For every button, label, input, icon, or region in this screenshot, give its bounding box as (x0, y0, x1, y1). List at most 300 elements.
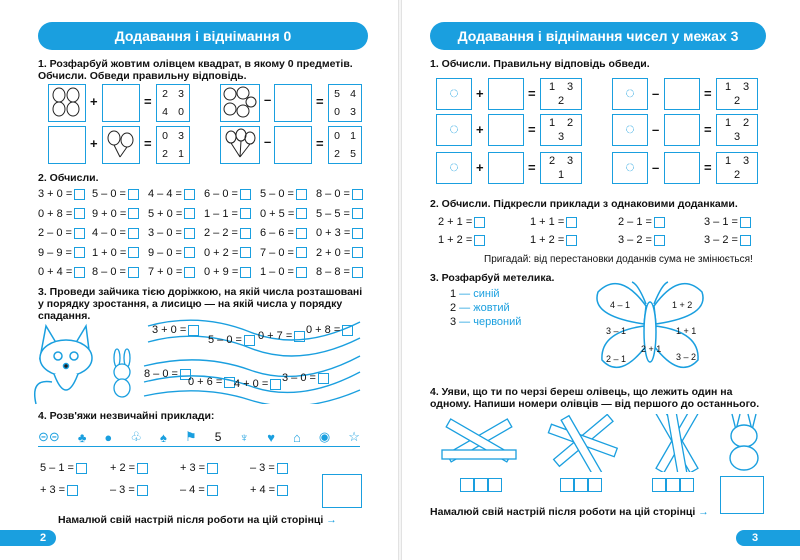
mood-text: Намалюй свій настрій після роботи на цій сторінці (58, 514, 324, 526)
answer-square[interactable] (76, 463, 87, 474)
task2-instruction: 2. Обчисли. Підкресли приклади з однаковими доданками. (430, 198, 738, 210)
answer-num: 3 (558, 131, 565, 143)
answer-square[interactable] (244, 335, 255, 346)
answer-box[interactable] (328, 126, 362, 164)
picture-box[interactable] (664, 152, 700, 184)
answer-square[interactable] (184, 189, 195, 200)
balloons-icon (49, 85, 84, 120)
path-equation (152, 324, 199, 336)
clover-icon[interactable]: ◌ (436, 114, 472, 146)
minus-sign: – (264, 134, 272, 149)
number-five: 5 (214, 430, 222, 444)
equation-text: 6 – 0 = (204, 188, 238, 200)
equation (438, 234, 485, 246)
equation-text: 5 – 1 = (40, 462, 74, 474)
equation-text: 0 + 4 = (38, 266, 73, 278)
page-title: Додавання і віднімання чисел у межах 3 (430, 22, 766, 50)
circles-icon (221, 85, 258, 120)
picture-box[interactable] (664, 114, 700, 146)
riddle-equation (180, 462, 218, 474)
answer-square[interactable] (67, 485, 78, 496)
color-legend-item (450, 302, 510, 314)
answer-square[interactable] (207, 485, 218, 496)
pear-icon[interactable]: ◌ (612, 78, 648, 110)
empty-box[interactable] (274, 84, 312, 122)
equation-text: 3 + 0 = (152, 324, 187, 336)
color-word: синій (473, 288, 500, 300)
mood-instruction (430, 506, 709, 518)
answer-square[interactable] (240, 267, 251, 278)
answer-square[interactable] (740, 235, 751, 246)
flag-icon: ⚑ (184, 429, 197, 444)
mushroom-icon[interactable]: ◌ (612, 114, 648, 146)
answer-square[interactable] (137, 463, 148, 474)
page-title: Додавання і віднімання 0 (38, 22, 368, 50)
equation-text: 2 – 0 = (38, 227, 72, 239)
answer-square[interactable] (277, 485, 288, 496)
equation-text: – 3 = (110, 484, 135, 496)
color-number: 1 (450, 288, 457, 300)
answer-num: 1 (350, 129, 356, 142)
riddle-equation (110, 462, 148, 474)
answer-square[interactable] (137, 485, 148, 496)
balloons-box[interactable] (102, 126, 140, 164)
answer-square[interactable] (740, 217, 751, 228)
path-equation (282, 372, 329, 384)
color-word: жовтий (473, 302, 510, 314)
answer-num: 5 (334, 87, 340, 100)
equation (530, 234, 577, 246)
answer-num: 1 (725, 81, 732, 93)
picture-box[interactable] (488, 152, 524, 184)
equation (438, 216, 485, 228)
mood-box[interactable] (322, 474, 362, 508)
picture-box[interactable] (488, 78, 524, 110)
equation-text: 2 – 2 = (204, 227, 238, 239)
answer-num: 3 (567, 155, 574, 167)
equals-sign: = (528, 86, 536, 101)
equation-text: 4 – 4 = (148, 188, 182, 200)
answer-square[interactable] (352, 228, 363, 239)
task3-instruction: 3. Проведи зайчика тією доріжкою, на якій числа розташовані у порядку зростання, а лисицю — на якій числа у порядку спадання. (38, 286, 363, 322)
equation (92, 247, 139, 259)
answer-num: 0 (334, 105, 340, 118)
page-number-band (0, 530, 56, 546)
equation-text: 9 – 9 = (38, 246, 72, 259)
equals-sign: = (704, 86, 712, 101)
color-dash: — (456, 316, 474, 328)
answer-square[interactable] (296, 267, 307, 278)
pencil-order-box[interactable] (652, 478, 666, 492)
equation-text: + 2 = (110, 462, 136, 474)
answer-box[interactable] (716, 152, 758, 184)
equation-text: 0 + 5 = (260, 207, 295, 220)
answer-num: 3 (567, 81, 574, 93)
task4-instruction: 4. Розв'яжи незвичайні приклади: (38, 410, 215, 422)
equation-text: + 4 = (250, 484, 276, 496)
empty-box[interactable] (102, 84, 140, 122)
answer-square[interactable] (128, 208, 139, 219)
equation-text: 7 + 0 = (148, 266, 183, 278)
equation-text: 3 – 0 = (282, 372, 316, 384)
equation (316, 227, 363, 239)
minus-sign: – (652, 160, 660, 175)
equation (618, 216, 665, 228)
answer-square[interactable] (566, 217, 577, 228)
ladybug-icon: ◉ (318, 429, 331, 444)
answer-square[interactable] (296, 247, 307, 258)
equation-text: 3 – 2 = (618, 234, 652, 246)
clover-icon: ♧ (130, 429, 142, 444)
butterfly-wing-label: 4 – 1 (610, 300, 631, 310)
answer-num: 2 (334, 147, 340, 160)
equation (92, 208, 139, 220)
answer-square[interactable] (184, 267, 195, 278)
equation-text: 5 – 0 = (208, 334, 242, 346)
equation (148, 247, 195, 259)
picture-box[interactable] (664, 78, 700, 110)
bunny-icon (106, 348, 138, 398)
answer-num: 2 (734, 169, 741, 181)
answer-num: 2 (743, 117, 750, 129)
equation-text: 2 – 1 = (618, 216, 652, 228)
answer-square[interactable] (74, 267, 85, 278)
pencil-order-box[interactable] (460, 478, 474, 492)
equation (316, 247, 363, 259)
plus-sign: + (476, 122, 484, 137)
plus-sign: + (90, 94, 98, 109)
pencil-order-box[interactable] (574, 478, 588, 492)
equation (38, 266, 85, 278)
answer-num: 1 (725, 155, 732, 167)
plus-sign: + (476, 86, 484, 101)
answer-square[interactable] (128, 267, 139, 278)
minus-sign: – (652, 86, 660, 101)
balloons-box[interactable] (48, 84, 86, 122)
answer-box[interactable] (328, 84, 362, 122)
answer-num: 4 (162, 105, 168, 118)
equation-text: 1 – 1 = (204, 207, 238, 220)
answer-box[interactable] (540, 114, 582, 146)
glasses-icon: ⊝⊝ (38, 429, 60, 444)
equation (204, 266, 251, 278)
picture-box[interactable] (488, 114, 524, 146)
balloons-box[interactable] (220, 126, 260, 164)
equation-text: 4 – 0 = (92, 227, 126, 239)
pencil-order-box[interactable] (488, 478, 502, 492)
equation (92, 266, 139, 278)
equation-text: 3 – 1 = (704, 216, 738, 228)
equation-text: 8 – 8 = (316, 266, 350, 278)
empty-box[interactable] (274, 126, 312, 164)
answer-square[interactable] (352, 267, 363, 278)
answer-square[interactable] (207, 463, 218, 474)
butterfly-wing-label: 2 + 1 (641, 344, 662, 354)
answer-square[interactable] (240, 189, 251, 200)
equation (148, 266, 195, 278)
arrow-right-icon: → (326, 514, 337, 526)
equation-text: 8 – 0 = (92, 266, 126, 278)
cherries-icon: ♣ (77, 429, 87, 445)
answer-square[interactable] (128, 189, 139, 200)
butterfly-wing-label: 2 – 1 (606, 354, 627, 364)
equals-sign: = (144, 94, 152, 109)
answer-square[interactable] (240, 247, 251, 258)
answer-box[interactable] (540, 152, 582, 184)
riddle-equation (110, 484, 148, 496)
answer-num: 3 (743, 81, 750, 93)
pencil-order-box[interactable] (474, 478, 488, 492)
equation-text: 0 + 2 = (204, 246, 239, 259)
pencil-order-box[interactable] (666, 478, 680, 492)
plus-sign: + (90, 136, 98, 151)
equation-text: 5 + 0 = (148, 207, 183, 220)
task2-instruction: 2. Обчисли. (38, 172, 99, 184)
butterfly-wing-label: 1 + 1 (676, 326, 697, 336)
color-number: 3 (450, 316, 457, 328)
equation-text: 4 + 0 = (234, 378, 269, 390)
color-number: 2 (450, 302, 457, 314)
equation-text: 0 + 6 = (188, 376, 223, 388)
equation-text: 9 + 0 = (92, 207, 127, 220)
number-line (38, 446, 360, 447)
pear-icon: ♠ (160, 429, 167, 445)
path-equation (258, 330, 305, 342)
path-equation (234, 378, 281, 390)
answer-num: 1 (549, 81, 556, 93)
color-legend-item (450, 316, 521, 328)
answer-square[interactable] (294, 331, 305, 342)
equation-text: 0 + 8 = (306, 324, 341, 336)
answer-square[interactable] (74, 247, 85, 258)
answer-num: 3 (734, 131, 741, 143)
answer-num: 1 (549, 117, 556, 129)
cherries-icon[interactable]: ◌ (436, 78, 472, 110)
answer-box[interactable] (156, 126, 190, 164)
equals-sign: = (704, 122, 712, 137)
equation-text: + 3 = (40, 484, 66, 496)
answer-box[interactable] (716, 78, 758, 110)
butterfly-wing-label: 3 – 2 (676, 352, 697, 362)
riddle-equation (40, 484, 78, 496)
equals-sign: = (144, 136, 152, 151)
equation (204, 208, 251, 220)
path-equation (208, 334, 255, 346)
color-dash: — (456, 302, 474, 314)
equation-text: 1 – 0 = (260, 266, 294, 278)
balloons-icon (221, 127, 258, 162)
task3-instruction: 3. Розфарбуй метелика. (430, 272, 555, 284)
answer-num: 2 (734, 95, 741, 107)
equation-text: – 4 = (180, 484, 205, 496)
equation-text: 6 – 6 = (260, 227, 294, 239)
circles-box[interactable] (220, 84, 260, 122)
equation (92, 227, 139, 239)
path-equation (144, 368, 191, 380)
empty-box[interactable] (48, 126, 86, 164)
pencils-group-1 (434, 414, 524, 472)
equation (704, 216, 751, 228)
answer-square[interactable] (474, 217, 485, 228)
equation (316, 188, 363, 200)
answer-square[interactable] (296, 189, 307, 200)
page-number-band (736, 530, 800, 546)
equation-text: 2 + 1 = (438, 216, 473, 228)
answer-square[interactable] (240, 208, 251, 219)
equation (38, 227, 85, 239)
equation-text: 2 + 0 = (316, 246, 351, 259)
path-equation (306, 324, 353, 336)
answer-square[interactable] (342, 325, 353, 336)
answer-num: 3 (350, 105, 356, 118)
equation (204, 227, 251, 239)
answer-num: 4 (350, 87, 356, 100)
answer-num: 3 (178, 129, 184, 142)
answer-square[interactable] (184, 208, 195, 219)
plus-sign: + (476, 160, 484, 175)
equation (204, 188, 251, 200)
equals-sign: = (316, 94, 324, 109)
answer-square[interactable] (74, 208, 85, 219)
equation-text: 9 – 0 = (148, 246, 182, 259)
equation-text: 1 + 2 = (438, 234, 473, 246)
answer-square[interactable] (270, 379, 281, 390)
answer-num: 1 (558, 169, 565, 181)
star-icon: ☆ (348, 429, 360, 444)
minus-sign: – (264, 92, 272, 107)
equation-text: 0 + 7 = (258, 330, 293, 342)
equals-sign: = (528, 160, 536, 175)
answer-square[interactable] (566, 235, 577, 246)
equation (148, 188, 195, 200)
answer-num: 2 (162, 87, 168, 100)
answer-box[interactable] (156, 84, 190, 122)
equation-text: – 3 = (250, 462, 275, 474)
riddle-equation (250, 484, 288, 496)
mood-box[interactable] (720, 476, 764, 514)
equation-text: 3 + 0 = (38, 188, 73, 200)
strawberry-icon: ♥ (267, 429, 275, 445)
page-number: 3 (752, 532, 759, 544)
answer-square[interactable] (318, 373, 329, 384)
answer-square[interactable] (74, 228, 85, 239)
equation (530, 216, 577, 228)
equation (260, 208, 307, 220)
answer-square[interactable] (296, 208, 307, 219)
fox-icon (32, 318, 104, 406)
equation (148, 208, 195, 220)
answer-box[interactable] (716, 114, 758, 146)
color-dash: — (456, 288, 474, 300)
task2-hint: Пригадай: від перестановки доданків сума не змінюється! (484, 254, 753, 265)
answer-num: 0 (334, 129, 340, 142)
apple-icon: ● (104, 429, 113, 445)
answer-square[interactable] (352, 208, 363, 219)
right-page (400, 0, 800, 560)
equation-text: 0 + 8 = (38, 207, 73, 220)
equation (204, 247, 251, 259)
answer-num: 2 (567, 117, 574, 129)
butterfly-wing-label: 1 + 2 (672, 300, 693, 310)
equation (316, 266, 363, 278)
equation-text: 8 – 0 = (144, 368, 178, 380)
answer-num: 2 (558, 95, 565, 107)
equation (704, 234, 751, 246)
equals-sign: = (528, 122, 536, 137)
balloons-icon (103, 127, 138, 162)
equation-text: 3 – 2 = (704, 234, 738, 246)
answer-num: 1 (178, 147, 184, 160)
donkey-icon (718, 410, 770, 472)
equation-text: 0 + 3 = (316, 227, 351, 239)
answer-square[interactable] (128, 228, 139, 239)
answer-square[interactable] (352, 189, 363, 200)
answer-square[interactable] (654, 217, 665, 228)
pencil-order-box[interactable] (560, 478, 574, 492)
equation (260, 227, 307, 239)
answer-square[interactable] (188, 325, 199, 336)
apple-icon[interactable]: ◌ (436, 152, 472, 184)
pencils-group-3 (632, 414, 722, 472)
answer-square[interactable] (277, 463, 288, 474)
equation-text: 7 – 0 = (260, 246, 294, 259)
answer-square[interactable] (240, 228, 251, 239)
answer-square[interactable] (184, 247, 195, 258)
tulip-icon: ♆ (239, 429, 250, 445)
equation-text: 3 – 0 = (148, 227, 182, 239)
answer-square[interactable] (352, 247, 363, 258)
answer-num: 2 (162, 147, 168, 160)
answer-box[interactable] (540, 78, 582, 110)
task4-instruction: 4. Уяви, що ти по черзі береш олівець, що лежить один на одному. Напиши номери олівців — від першого до останнього. (430, 386, 760, 410)
equation (260, 266, 307, 278)
equation (92, 188, 139, 200)
tulip-icon[interactable]: ◌ (612, 152, 648, 184)
answer-square[interactable] (184, 228, 195, 239)
answer-num: 0 (162, 129, 168, 142)
equation-text: 1 + 0 = (92, 246, 127, 259)
equation-text: 0 + 9 = (204, 266, 239, 278)
pencil-order-box[interactable] (588, 478, 602, 492)
arrow-right-icon: → (698, 506, 709, 518)
equation-text: 1 + 2 = (530, 234, 565, 246)
answer-num: 5 (350, 147, 356, 160)
answer-square[interactable] (654, 235, 665, 246)
answer-num: 1 (725, 117, 732, 129)
equation (148, 227, 195, 239)
equation (260, 188, 307, 200)
butterfly-wing-label: 3 – 1 (606, 326, 627, 336)
answer-num: 3 (178, 87, 184, 100)
answer-square[interactable] (296, 228, 307, 239)
answer-num: 0 (178, 105, 184, 118)
answer-square[interactable] (474, 235, 485, 246)
equals-sign: = (316, 136, 324, 151)
equation-text: 5 – 0 = (92, 188, 126, 200)
equation (38, 188, 85, 200)
color-word: червоний (473, 316, 522, 328)
mood-text: Намалюй свій настрій після роботи на цій сторінці (430, 506, 696, 518)
pencil-order-box[interactable] (680, 478, 694, 492)
equation-text: 5 – 0 = (260, 188, 294, 200)
riddle-equation (40, 462, 87, 474)
answer-square[interactable] (128, 247, 139, 258)
riddle-equation (180, 484, 218, 496)
task1-instruction: 1. Обчисли. Правильну відповідь обведи. (430, 58, 650, 70)
equation-text: 8 – 0 = (316, 188, 350, 200)
answer-square[interactable] (74, 189, 85, 200)
page-number: 2 (40, 532, 47, 544)
